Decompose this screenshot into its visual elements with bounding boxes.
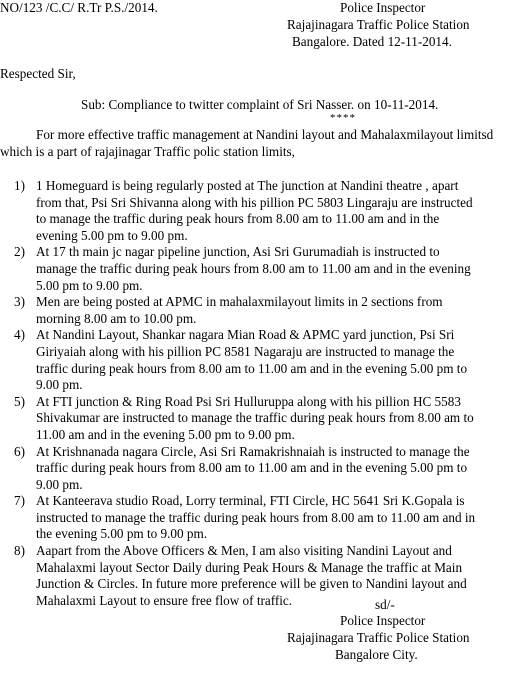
item-number: 8) bbox=[14, 543, 25, 559]
item-line: 9.00 pm. bbox=[36, 377, 83, 393]
item-line: evening 5.00 pm to 9.00 pm. bbox=[36, 227, 188, 243]
header-station: Rajajinagara Traffic Police Station bbox=[287, 17, 470, 32]
item-line: At FTI junction & Ring Road Psi Sri Hulluruppa along with his pillion HC 5583 bbox=[36, 393, 461, 409]
list-item bbox=[14, 444, 506, 494]
item-line: 1 Homeguard is being regularly posted at The junction at Nandini theatre , apart bbox=[36, 178, 459, 193]
signature-city: Bangalore City. bbox=[335, 647, 418, 662]
list-item bbox=[14, 394, 506, 444]
item-number: 2) bbox=[14, 244, 25, 260]
item-text bbox=[36, 244, 506, 294]
item-line: manage the traffic during peak hours from 8.00 am to 11.00 am and in the evening bbox=[36, 260, 471, 276]
item-text bbox=[36, 493, 506, 543]
item-line: At Krishnanada nagara Circle, Asi Sri Ramakrishnaiah is instructed to manage the bbox=[36, 443, 470, 459]
item-text bbox=[36, 294, 506, 327]
item-number: 1) bbox=[14, 178, 25, 193]
intro-line: For more effective traffic management at Nandini layout and Mahalaxmilayout bbox=[36, 127, 454, 142]
list-item bbox=[14, 327, 506, 393]
item-number: 6) bbox=[14, 443, 25, 459]
intro-line: limitsd which is a part of rajajinagar Traffic polic station limits, bbox=[0, 127, 494, 159]
item-line: At Kanteerava studio Road, Lorry terminal, FTI Circle, HC 5641 Sri K.Gopala is bbox=[36, 493, 465, 509]
item-line: the evening 5.00 pm to 9.00 pm. bbox=[36, 526, 208, 542]
signature-office: Police Inspector bbox=[340, 613, 426, 628]
item-number: 3) bbox=[14, 294, 25, 310]
item-line: morning 8.00 am to 10.00 pm. bbox=[36, 310, 197, 326]
item-text bbox=[36, 444, 506, 494]
item-line: traffic during peak hours from 8.00 am to 11.00 am and in the evening 5.00 pm to bbox=[36, 360, 468, 376]
list-item bbox=[14, 244, 506, 294]
item-number: 7) bbox=[14, 493, 25, 509]
item-number: 5) bbox=[14, 393, 25, 409]
item-line: Giriyaiah along with his pillion PC 8581 Nagaraju are instructed to manage the bbox=[36, 343, 455, 359]
item-line: 5.00 pm to 9.00 pm. bbox=[36, 277, 143, 293]
item-text bbox=[36, 178, 506, 244]
separator: **** bbox=[330, 112, 356, 124]
item-line: 11.00 am and in the evening 5.00 pm to 9.00 pm. bbox=[36, 426, 295, 442]
item-line: instructed to manage the traffic during peak hours from 8.00 am to 11.00 am and in bbox=[36, 509, 476, 525]
subject-line: Sub: Compliance to twitter complaint of Sri Nasser. on 10-11-2014. bbox=[81, 97, 439, 112]
item-text bbox=[36, 543, 506, 609]
list-item bbox=[14, 493, 506, 543]
item-line: from that, Psi Sri Shivanna along with his pillion PC 5803 Lingaraju are instructed bbox=[36, 194, 473, 210]
item-line: Mahalaxmi Layout to ensure free flow of traffic. bbox=[36, 592, 293, 608]
item-line: 9.00 pm. bbox=[36, 476, 83, 492]
signature-mark: sd/- bbox=[375, 597, 395, 612]
item-line: Junction & Circles. In future more preference will be given to Nandini layout and bbox=[36, 576, 467, 592]
item-text bbox=[36, 394, 506, 444]
item-line: At Nandini Layout, Shankar nagara Mian Road & APMC yard junction, Psi Sri bbox=[36, 327, 455, 343]
salutation: Respected Sir, bbox=[0, 66, 76, 81]
list-item bbox=[14, 178, 506, 244]
item-text bbox=[36, 327, 506, 393]
intro-paragraph bbox=[0, 127, 505, 160]
item-line: traffic during peak hours from 8.00 am to 11.00 am and in the evening 5.00 pm to bbox=[36, 460, 468, 476]
signature-station: Rajajinagara Traffic Police Station bbox=[287, 630, 470, 645]
item-number: 4) bbox=[14, 327, 25, 343]
item-line: At 17 th main jc nagar pipeline junction, Asi Sri Gurumadiah is instructed to bbox=[36, 244, 440, 260]
item-line: Men are being posted at APMC in mahalaxmilayout limits in 2 sections from bbox=[36, 294, 443, 310]
item-line: Mahalaxmi layout Sector Daily during Peak Hours & Manage the traffic at Main bbox=[36, 559, 463, 575]
list-item bbox=[14, 294, 506, 327]
compliance-list bbox=[14, 178, 506, 609]
header-place-date: Bangalore. Dated 12-11-2014. bbox=[292, 34, 452, 49]
list-item bbox=[14, 543, 506, 609]
reference-number: NO/123 /C.C/ R.Tr P.S./2014. bbox=[0, 0, 158, 15]
header-office: Police Inspector bbox=[340, 0, 426, 15]
item-line: Shivakumar are instructed to manage the traffic during peak hours from 8.00 am to bbox=[36, 410, 474, 426]
item-line: to manage the traffic during peak hours from 8.00 am to 11.00 am and in the bbox=[36, 211, 440, 227]
item-line: Aapart from the Above Officers & Men, I am also visiting Nandini Layout and bbox=[36, 543, 452, 559]
